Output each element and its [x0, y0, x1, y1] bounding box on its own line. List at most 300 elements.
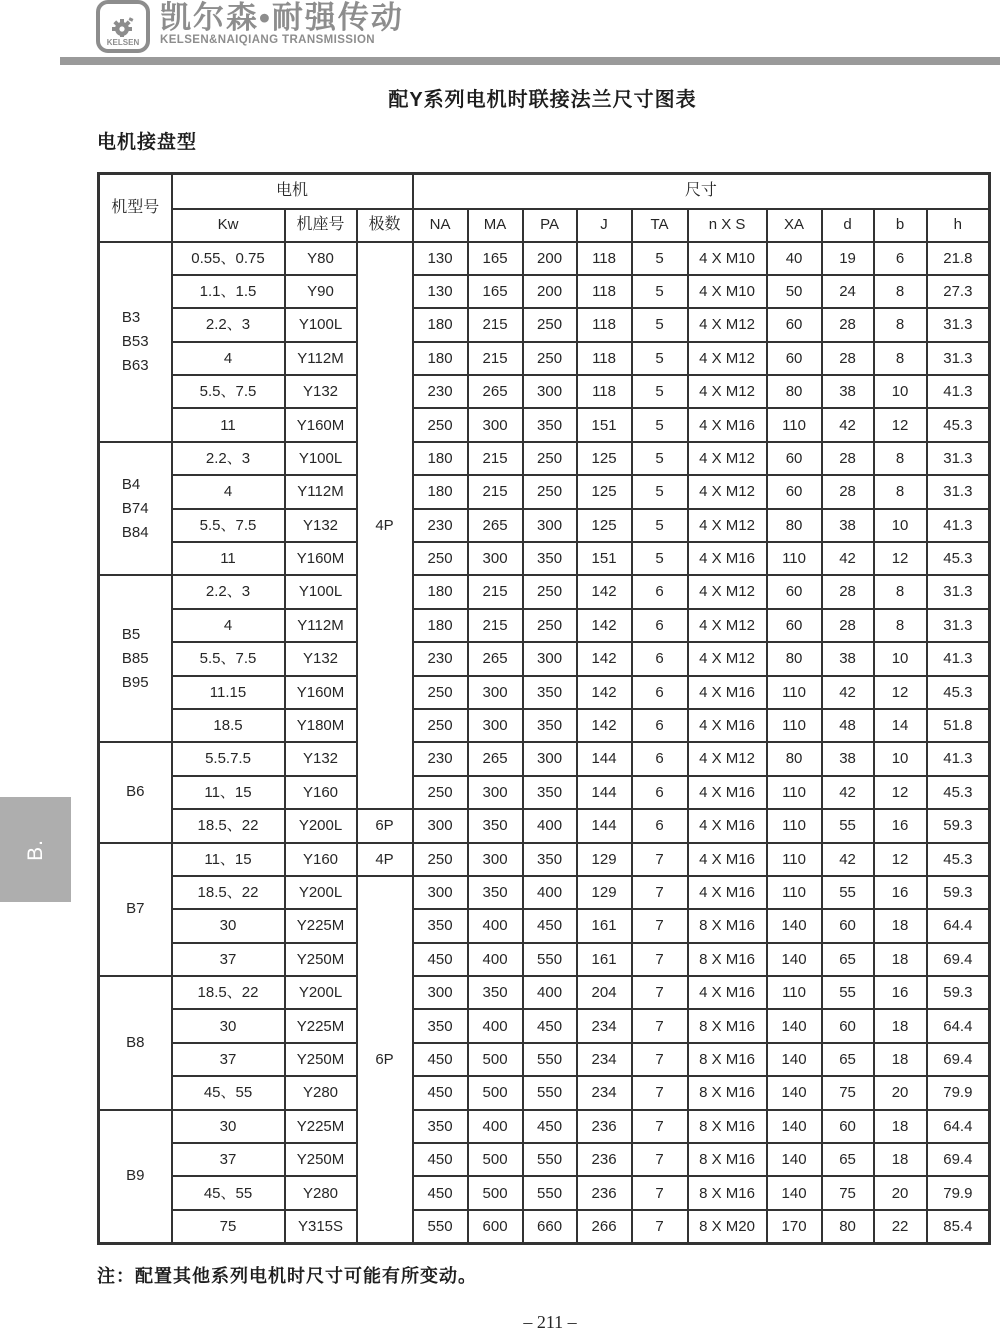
dim-cell-7: 19 [822, 242, 874, 275]
dim-cell-1: 500 [468, 1176, 523, 1209]
dim-cell-2: 200 [523, 242, 577, 275]
dim-cell-0: 350 [413, 909, 468, 942]
dim-cell-4: 5 [632, 509, 688, 542]
frame-cell: Y132 [285, 509, 357, 542]
model-label: B4 B74 B84 [121, 475, 149, 541]
frame-cell: Y280 [285, 1076, 357, 1109]
table-row [99, 342, 990, 375]
dim-cell-9: 41.3 [927, 375, 990, 408]
dim-cell-9: 59.3 [927, 876, 990, 909]
kw-cell: 30 [172, 1009, 285, 1042]
dim-cell-7: 28 [822, 575, 874, 608]
table-header-row-2 [99, 209, 990, 242]
model-label: B9 [126, 1167, 145, 1185]
dim-cell-6: 110 [767, 408, 822, 441]
footnote: 注：配置其他系列电机时尺寸可能有所变动。 [97, 1266, 477, 1286]
dim-cell-3: 129 [577, 876, 632, 909]
dim-cell-4: 6 [632, 776, 688, 809]
frame-cell: Y225M [285, 909, 357, 942]
header-col-6: J [577, 209, 632, 242]
dim-cell-8: 16 [874, 809, 927, 842]
header-col-7: TA [632, 209, 688, 242]
dim-cell-1: 215 [468, 342, 523, 375]
dim-cell-7: 38 [822, 642, 874, 675]
dim-cell-6: 80 [767, 742, 822, 775]
dim-cell-4: 5 [632, 408, 688, 441]
dim-cell-0: 250 [413, 408, 468, 441]
dim-cell-5: 4 X M10 [688, 275, 767, 308]
dim-cell-1: 500 [468, 1043, 523, 1076]
table-row [99, 542, 990, 575]
kw-cell: 4 [172, 342, 285, 375]
dim-cell-3: 234 [577, 1043, 632, 1076]
dim-cell-4: 7 [632, 943, 688, 976]
dim-cell-1: 350 [468, 976, 523, 1009]
dim-cell-2: 300 [523, 742, 577, 775]
dim-cell-5: 8 X M16 [688, 909, 767, 942]
dim-cell-6: 110 [767, 976, 822, 1009]
kw-cell: 4 [172, 609, 285, 642]
dim-cell-7: 28 [822, 609, 874, 642]
dim-cell-6: 110 [767, 676, 822, 709]
dim-cell-7: 42 [822, 676, 874, 709]
dim-cell-2: 350 [523, 408, 577, 441]
dim-cell-2: 660 [523, 1210, 577, 1243]
dim-cell-2: 300 [523, 642, 577, 675]
dim-cell-5: 8 X M16 [688, 943, 767, 976]
dim-cell-3: 118 [577, 375, 632, 408]
dim-cell-2: 450 [523, 1009, 577, 1042]
dim-cell-7: 42 [822, 542, 874, 575]
dim-cell-1: 500 [468, 1143, 523, 1176]
dim-cell-2: 350 [523, 676, 577, 709]
table-header-row-1 [99, 174, 990, 209]
dim-cell-7: 42 [822, 843, 874, 876]
dim-cell-2: 400 [523, 809, 577, 842]
dim-cell-2: 250 [523, 475, 577, 508]
kw-cell: 0.55、0.75 [172, 242, 285, 275]
dim-cell-7: 75 [822, 1076, 874, 1109]
logo-badge-label: KELSEN [106, 38, 140, 47]
dim-cell-0: 230 [413, 509, 468, 542]
table-row [99, 943, 990, 976]
dim-cell-6: 140 [767, 1110, 822, 1143]
dim-cell-3: 236 [577, 1143, 632, 1176]
frame-cell: Y200L [285, 876, 357, 909]
dim-cell-6: 140 [767, 909, 822, 942]
dim-cell-1: 215 [468, 575, 523, 608]
frame-cell: Y112M [285, 475, 357, 508]
dim-cell-4: 5 [632, 275, 688, 308]
kw-cell: 75 [172, 1210, 285, 1243]
frame-cell: Y112M [285, 342, 357, 375]
frame-cell: Y100L [285, 575, 357, 608]
dim-cell-8: 12 [874, 408, 927, 441]
dim-cell-9: 31.3 [927, 575, 990, 608]
dim-cell-3: 144 [577, 742, 632, 775]
dim-cell-0: 250 [413, 542, 468, 575]
dim-cell-8: 8 [874, 609, 927, 642]
dim-cell-7: 38 [822, 742, 874, 775]
frame-cell: Y90 [285, 275, 357, 308]
header-col-1: 机座号 [285, 209, 357, 242]
dim-cell-6: 110 [767, 709, 822, 742]
brand-subtitle: KELSEN&NAIQIANG TRANSMISSION [160, 34, 376, 46]
kw-cell: 37 [172, 1043, 285, 1076]
table-row [99, 275, 990, 308]
dim-cell-4: 7 [632, 1009, 688, 1042]
dim-cell-6: 60 [767, 442, 822, 475]
dim-cell-0: 550 [413, 1210, 468, 1243]
dim-cell-4: 7 [632, 1110, 688, 1143]
header-col-11: b [874, 209, 927, 242]
dim-cell-3: 118 [577, 308, 632, 341]
table-row [99, 375, 990, 408]
header-col-4: MA [468, 209, 523, 242]
dim-cell-3: 118 [577, 342, 632, 375]
kw-cell: 18.5、22 [172, 876, 285, 909]
table-row [99, 1210, 990, 1243]
model-cell [99, 976, 172, 1110]
table-row [99, 1043, 990, 1076]
dim-cell-3: 144 [577, 809, 632, 842]
dim-cell-1: 500 [468, 1076, 523, 1109]
dim-cell-4: 5 [632, 375, 688, 408]
dim-cell-8: 20 [874, 1176, 927, 1209]
dim-cell-8: 18 [874, 1143, 927, 1176]
frame-cell: Y250M [285, 943, 357, 976]
section-title: 电机接盘型 [97, 132, 198, 153]
dim-cell-2: 400 [523, 976, 577, 1009]
dim-cell-8: 18 [874, 909, 927, 942]
dim-cell-3: 142 [577, 709, 632, 742]
dim-cell-8: 18 [874, 1043, 927, 1076]
dim-cell-5: 4 X M16 [688, 809, 767, 842]
dim-cell-6: 40 [767, 242, 822, 275]
dim-cell-3: 151 [577, 542, 632, 575]
dim-cell-8: 12 [874, 676, 927, 709]
header-model-col: 机型号 [99, 174, 172, 242]
dim-cell-5: 8 X M16 [688, 1143, 767, 1176]
dim-cell-7: 48 [822, 709, 874, 742]
model-label: B5 B85 B95 [121, 625, 149, 691]
dim-cell-4: 6 [632, 676, 688, 709]
dim-cell-9: 21.8 [927, 242, 990, 275]
dim-cell-9: 79.9 [927, 1176, 990, 1209]
dim-cell-0: 450 [413, 1076, 468, 1109]
model-label: B8 [126, 1033, 145, 1051]
dim-cell-2: 350 [523, 776, 577, 809]
header-col-12: h [927, 209, 990, 242]
dim-cell-8: 18 [874, 1009, 927, 1042]
dim-cell-8: 22 [874, 1210, 927, 1243]
dim-cell-4: 5 [632, 542, 688, 575]
dim-cell-1: 265 [468, 375, 523, 408]
kw-cell: 2.2、3 [172, 575, 285, 608]
dim-cell-3: 142 [577, 676, 632, 709]
dim-cell-5: 4 X M12 [688, 342, 767, 375]
pole-cell: 4P [357, 843, 413, 876]
dim-cell-0: 180 [413, 575, 468, 608]
side-tab-label: B. [23, 838, 47, 861]
dim-cell-3: 151 [577, 408, 632, 441]
dim-cell-0: 350 [413, 1009, 468, 1042]
dim-cell-3: 125 [577, 509, 632, 542]
side-tab [0, 797, 71, 902]
model-cell [99, 742, 172, 842]
kw-cell: 11 [172, 408, 285, 441]
dim-cell-0: 230 [413, 375, 468, 408]
dim-cell-4: 7 [632, 1043, 688, 1076]
dim-cell-8: 18 [874, 1110, 927, 1143]
dim-cell-9: 79.9 [927, 1076, 990, 1109]
dim-cell-4: 7 [632, 1176, 688, 1209]
table-row [99, 575, 990, 608]
dim-cell-3: 234 [577, 1076, 632, 1109]
dim-cell-5: 4 X M16 [688, 843, 767, 876]
dim-cell-9: 85.4 [927, 1210, 990, 1243]
table-row [99, 976, 990, 1009]
dim-cell-6: 110 [767, 542, 822, 575]
table-row [99, 843, 990, 876]
frame-cell: Y160M [285, 676, 357, 709]
dim-cell-7: 55 [822, 876, 874, 909]
header-col-0: Kw [172, 209, 285, 242]
dim-cell-4: 5 [632, 308, 688, 341]
table-row [99, 709, 990, 742]
dim-cell-3: 125 [577, 442, 632, 475]
dim-cell-5: 4 X M12 [688, 475, 767, 508]
table-row [99, 509, 990, 542]
kw-cell: 37 [172, 1143, 285, 1176]
dim-cell-1: 300 [468, 542, 523, 575]
frame-cell: Y225M [285, 1110, 357, 1143]
dim-cell-1: 265 [468, 642, 523, 675]
frame-cell: Y112M [285, 609, 357, 642]
table-row [99, 609, 990, 642]
frame-cell: Y315S [285, 1210, 357, 1243]
dim-cell-6: 60 [767, 308, 822, 341]
dim-cell-4: 6 [632, 709, 688, 742]
dim-cell-9: 69.4 [927, 1043, 990, 1076]
dim-cell-8: 8 [874, 442, 927, 475]
frame-cell: Y250M [285, 1143, 357, 1176]
pole-cell: 6P [357, 876, 413, 1243]
dim-cell-2: 250 [523, 308, 577, 341]
dim-cell-4: 7 [632, 909, 688, 942]
dim-cell-4: 7 [632, 976, 688, 1009]
frame-cell: Y160M [285, 542, 357, 575]
dim-cell-0: 350 [413, 1110, 468, 1143]
dim-cell-5: 4 X M12 [688, 442, 767, 475]
dim-cell-0: 180 [413, 609, 468, 642]
dim-cell-5: 8 X M20 [688, 1210, 767, 1243]
dim-cell-5: 4 X M16 [688, 408, 767, 441]
dim-cell-9: 31.3 [927, 475, 990, 508]
dim-cell-3: 142 [577, 642, 632, 675]
frame-cell: Y250M [285, 1043, 357, 1076]
table-row [99, 1176, 990, 1209]
frame-cell: Y132 [285, 375, 357, 408]
dim-cell-0: 300 [413, 809, 468, 842]
dim-cell-6: 110 [767, 809, 822, 842]
kw-cell: 11、15 [172, 843, 285, 876]
dim-cell-2: 350 [523, 542, 577, 575]
frame-cell: Y80 [285, 242, 357, 275]
dim-cell-3: 118 [577, 242, 632, 275]
dim-cell-6: 50 [767, 275, 822, 308]
dim-cell-6: 80 [767, 375, 822, 408]
table-wrap [97, 172, 991, 1245]
dim-cell-3: 236 [577, 1110, 632, 1143]
logo-badge [96, 0, 150, 53]
header-col-5: PA [523, 209, 577, 242]
dim-cell-1: 600 [468, 1210, 523, 1243]
dim-cell-1: 165 [468, 275, 523, 308]
dim-cell-4: 5 [632, 475, 688, 508]
dim-cell-0: 250 [413, 776, 468, 809]
dim-cell-1: 350 [468, 876, 523, 909]
dim-cell-0: 300 [413, 976, 468, 1009]
dim-cell-9: 31.3 [927, 342, 990, 375]
kw-cell: 2.2、3 [172, 308, 285, 341]
dim-cell-6: 80 [767, 642, 822, 675]
kw-cell: 18.5、22 [172, 976, 285, 1009]
dim-cell-7: 38 [822, 509, 874, 542]
dim-cell-2: 250 [523, 609, 577, 642]
table-row [99, 1110, 990, 1143]
dim-cell-7: 28 [822, 442, 874, 475]
dim-cell-5: 8 X M16 [688, 1043, 767, 1076]
pole-cell: 4P [357, 242, 413, 810]
dim-cell-0: 450 [413, 943, 468, 976]
dim-cell-0: 130 [413, 275, 468, 308]
dim-cell-9: 41.3 [927, 742, 990, 775]
dim-cell-2: 250 [523, 442, 577, 475]
table-row [99, 308, 990, 341]
kw-cell: 30 [172, 909, 285, 942]
brand-block [160, 0, 404, 47]
dim-cell-1: 400 [468, 1009, 523, 1042]
table-row [99, 242, 990, 275]
dim-cell-5: 4 X M12 [688, 375, 767, 408]
kw-cell: 45、55 [172, 1076, 285, 1109]
dim-cell-6: 110 [767, 876, 822, 909]
page-number: – 211 – [523, 1312, 577, 1332]
dim-cell-4: 5 [632, 342, 688, 375]
header-divider-bar [60, 57, 1000, 65]
header-motor-group: 电机 [172, 174, 413, 209]
dim-cell-7: 42 [822, 408, 874, 441]
dim-cell-8: 6 [874, 242, 927, 275]
table-row [99, 475, 990, 508]
dim-cell-1: 400 [468, 1110, 523, 1143]
dim-cell-6: 110 [767, 843, 822, 876]
dim-cell-9: 45.3 [927, 676, 990, 709]
table-row [99, 642, 990, 675]
dim-cell-7: 60 [822, 909, 874, 942]
dim-cell-4: 6 [632, 809, 688, 842]
header-col-2: 极数 [357, 209, 413, 242]
dim-cell-6: 60 [767, 609, 822, 642]
dim-cell-2: 550 [523, 1076, 577, 1109]
dim-cell-7: 28 [822, 308, 874, 341]
dim-cell-2: 300 [523, 509, 577, 542]
dim-cell-4: 7 [632, 876, 688, 909]
dim-cell-0: 180 [413, 475, 468, 508]
dim-cell-3: 234 [577, 1009, 632, 1042]
dim-cell-0: 180 [413, 442, 468, 475]
dim-cell-8: 18 [874, 943, 927, 976]
dim-cell-0: 130 [413, 242, 468, 275]
dim-cell-7: 65 [822, 1043, 874, 1076]
dim-cell-6: 140 [767, 1009, 822, 1042]
dim-cell-8: 10 [874, 642, 927, 675]
dim-cell-3: 161 [577, 909, 632, 942]
frame-cell: Y280 [285, 1176, 357, 1209]
table-row [99, 408, 990, 441]
dim-cell-0: 230 [413, 642, 468, 675]
header-col-3: NA [413, 209, 468, 242]
dim-cell-9: 64.4 [927, 909, 990, 942]
dim-cell-1: 400 [468, 909, 523, 942]
dim-cell-6: 80 [767, 509, 822, 542]
dim-cell-2: 400 [523, 876, 577, 909]
dim-cell-2: 250 [523, 575, 577, 608]
dim-cell-3: 236 [577, 1176, 632, 1209]
kw-cell: 45、55 [172, 1176, 285, 1209]
dim-cell-2: 450 [523, 1110, 577, 1143]
dim-cell-8: 10 [874, 742, 927, 775]
dim-cell-4: 6 [632, 742, 688, 775]
dim-cell-9: 69.4 [927, 943, 990, 976]
dim-cell-9: 69.4 [927, 1143, 990, 1176]
dim-cell-4: 7 [632, 1076, 688, 1109]
kw-cell: 18.5 [172, 709, 285, 742]
dim-cell-5: 8 X M16 [688, 1076, 767, 1109]
table-row [99, 1009, 990, 1042]
dim-cell-8: 8 [874, 475, 927, 508]
dim-cell-2: 200 [523, 275, 577, 308]
dim-cell-6: 140 [767, 1076, 822, 1109]
header-col-9: XA [767, 209, 822, 242]
dim-cell-2: 550 [523, 1143, 577, 1176]
dim-cell-8: 12 [874, 542, 927, 575]
table-row [99, 742, 990, 775]
dim-cell-9: 41.3 [927, 509, 990, 542]
dim-cell-5: 8 X M16 [688, 1009, 767, 1042]
dim-cell-3: 142 [577, 609, 632, 642]
table-row [99, 442, 990, 475]
kw-cell: 11、15 [172, 776, 285, 809]
table-row [99, 809, 990, 842]
kw-cell: 11 [172, 542, 285, 575]
model-label: B3 B53 B63 [121, 308, 149, 374]
kw-cell: 5.5、7.5 [172, 642, 285, 675]
pole-cell: 6P [357, 809, 413, 842]
header-col-8: n X S [688, 209, 767, 242]
header-col-10: d [822, 209, 874, 242]
dim-cell-0: 180 [413, 308, 468, 341]
dim-cell-9: 45.3 [927, 843, 990, 876]
dim-cell-9: 45.3 [927, 408, 990, 441]
dim-cell-9: 64.4 [927, 1110, 990, 1143]
dim-cell-9: 31.3 [927, 609, 990, 642]
model-cell [99, 843, 172, 977]
dim-cell-2: 250 [523, 342, 577, 375]
dim-cell-5: 4 X M12 [688, 609, 767, 642]
dim-cell-0: 250 [413, 843, 468, 876]
